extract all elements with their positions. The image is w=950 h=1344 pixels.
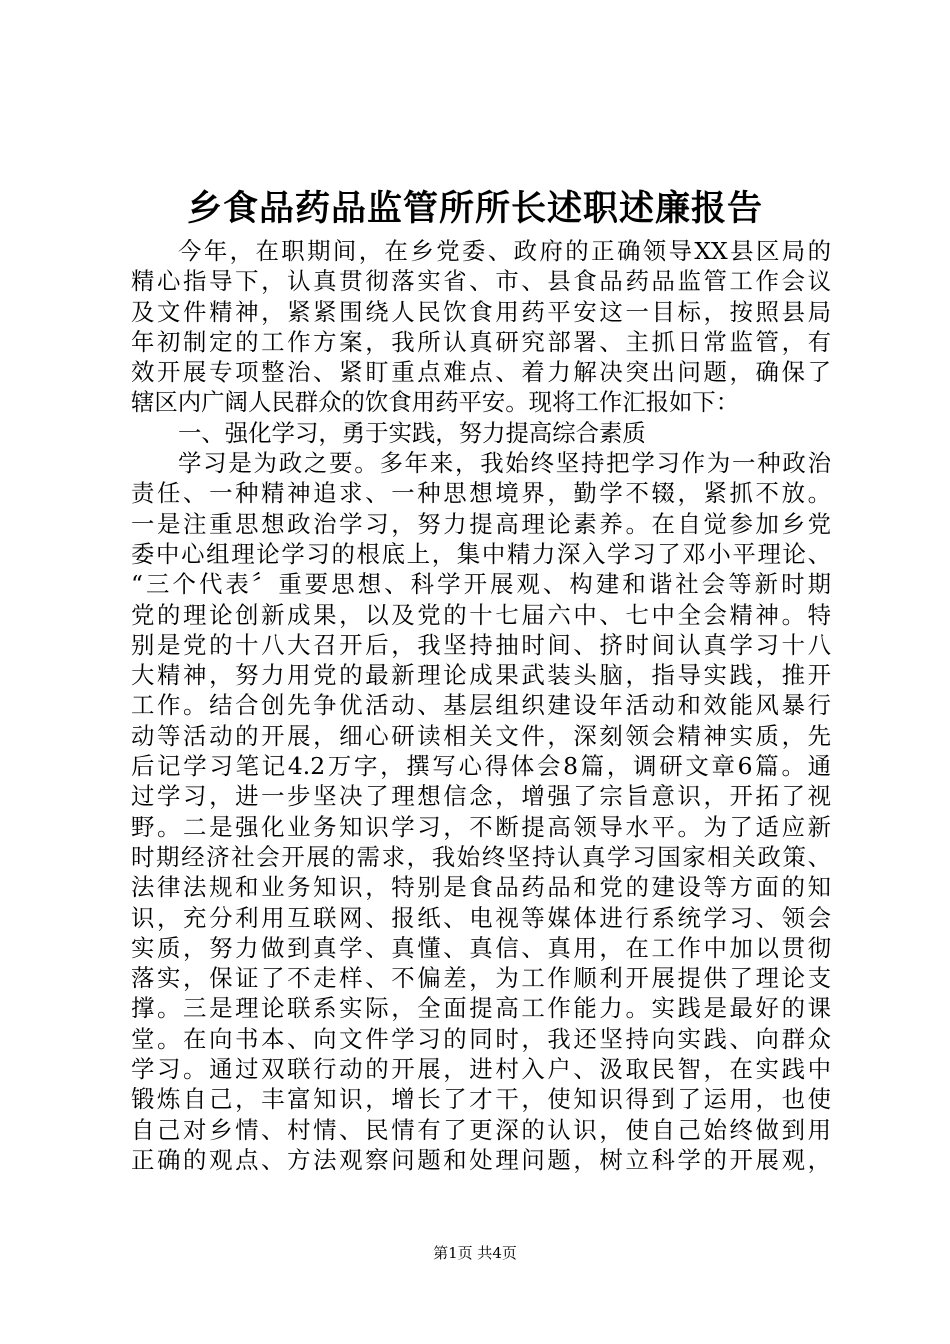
text-line: 效开展专项整治、紧盯重点难点、着力解决突出问题，确保了 — [131, 358, 831, 387]
text-line: 时期经济社会开展的需求，我始终坚持认真学习国家相关政策、 — [131, 842, 831, 871]
text-line: 学习是为政之要。多年来，我始终坚持把学习作为一种政治 — [178, 449, 831, 478]
text-line: 过学习，进一步坚决了理想信念，增强了宗旨意识，开拓了视 — [131, 782, 831, 811]
text-line: 党的理论创新成果，以及党的十七届六中、七中全会精神。特 — [131, 600, 831, 629]
text-line: 法律法规和业务知识，特别是食品药品和党的建设等方面的知 — [131, 873, 831, 902]
text-line: 后记学习笔记4.2万字，撰写心得体会8篇，调研文章6篇。通 — [131, 752, 831, 781]
page-number-footer: 第1页 共4页 — [433, 1244, 517, 1262]
text-line: 实质，努力做到真学、真懂、真信、真用，在工作中加以贯彻 — [131, 933, 831, 962]
text-line: 责任、一种精神追求、一种思想境界，勤学不辍，紧抓不放。 — [131, 479, 831, 508]
text-line: 动等活动的开展，细心研读相关文件，深刻领会精神实质，先 — [131, 721, 831, 750]
text-line: 堂。在向书本、向文件学习的同时，我还坚持向实践、向群众 — [131, 1024, 831, 1053]
text-line: 识，充分利用互联网、报纸、电视等媒体进行系统学习、领会 — [131, 903, 831, 932]
text-line: 年初制定的工作方案，我所认真研究部署、主抓日常监管，有 — [131, 327, 831, 356]
text-line: 别是党的十八大召开后，我坚持抽时间、挤时间认真学习十八 — [131, 630, 831, 659]
text-line: 大精神，努力用党的最新理论成果武装头脑，指导实践，推开 — [131, 661, 831, 690]
document-title: 乡食品药品监管所所长述职述廉报告 — [186, 188, 763, 229]
text-line: 学习。通过双联行动的开展，进村入户、汲取民智，在实践中 — [131, 1055, 831, 1084]
document-body — [131, 236, 831, 1175]
text-line: 撑。三是理论联系实际，全面提高工作能力。实践是最好的课 — [131, 994, 831, 1023]
text-line: 落实，保证了不走样、不偏差，为工作顺利开展提供了理论支 — [131, 964, 831, 993]
text-line: 及文件精神，紧紧围绕人民饮食用药平安这一目标，按照县局 — [131, 297, 831, 326]
text-line: 一是注重思想政治学习，努力提高理论素养。在自觉参加乡党 — [131, 509, 831, 538]
text-line: 精心指导下，认真贯彻落实省、市、县食品药品监管工作会议 — [131, 267, 831, 296]
text-line: 野。二是强化业务知识学习，不断提高领导水平。为了适应新 — [131, 812, 831, 841]
text-line: 辖区内广阔人民群众的饮食用药平安。现将工作汇报如下： — [131, 388, 740, 417]
text-line: 今年，在职期间，在乡党委、政府的正确领导XX县区局的 — [178, 237, 831, 265]
text-line: “三个代表〞重要思想、科学开展观、构建和谐社会等新时期 — [131, 570, 831, 599]
text-line: 工作。结合创先争优活动、基层组织建设年活动和效能风暴行 — [131, 691, 831, 720]
text-line: 锻炼自己，丰富知识，增长了才干，使知识得到了运用，也使 — [131, 1085, 831, 1114]
text-line: 自己对乡情、村情、民情有了更深的认识，使自己始终做到用 — [131, 1115, 831, 1144]
section-heading: 一、强化学习，勇于实践，努力提高综合素质 — [178, 418, 646, 447]
text-line: 委中心组理论学习的根底上，集中精力深入学习了邓小平理论、 — [131, 539, 831, 568]
text-line: 正确的观点、方法观察问题和处理问题，树立科学的开展观， — [131, 1145, 831, 1174]
